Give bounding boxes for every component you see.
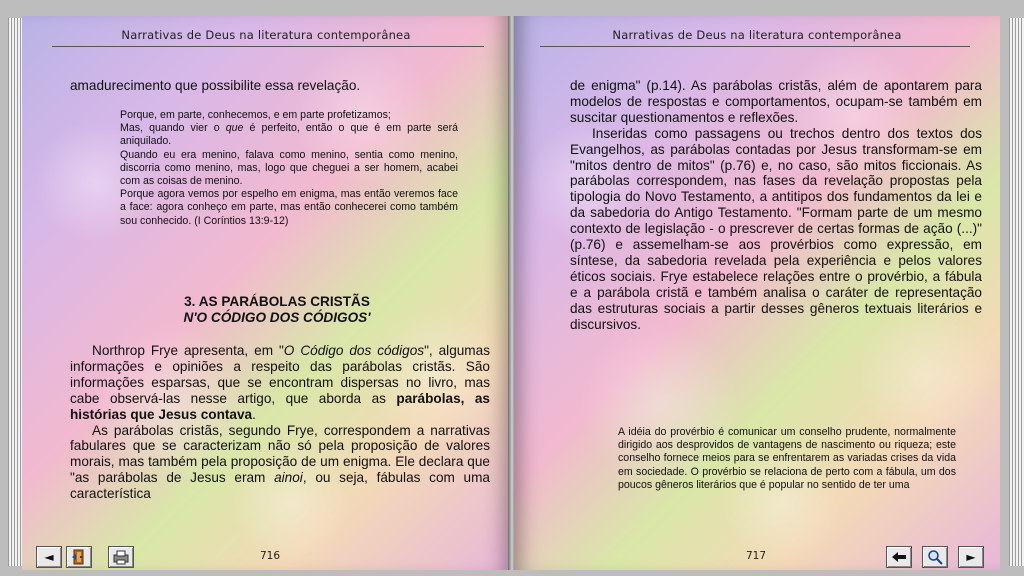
quote-line: Mas, quando vier o que é perfeito, então o que é em parte será aniquilado. [120, 122, 458, 148]
bible-quote [120, 109, 458, 228]
section-heading: 3. AS PARÁBOLAS CRISTÃS N'O CÓDIGO DOS CÓDIGOS' [183, 294, 371, 325]
paragraph: Northrop Frye apresenta, em "O Código dos códigos", algumas informações e opiniões a respeito das parábolas cristãs. São informações esparsas, que se encontram dispersas no livro, mas cabe observá-las nesse artigo, que aborda as parábolas, as histórias que Jesus contava. [70, 343, 490, 422]
left-page-stack [8, 18, 23, 566]
paragraph: As parábolas cristãs, segundo Frye, correspondem a narrativas fabulares que se caracterizam não só pela proposição de valores morais, mas também pela proposição de um enigma. Ele declara que "as parábolas de Jesus eram ainoi, ou seja, fábulas com uma característica [70, 422, 490, 502]
left-page[interactable] [22, 16, 510, 570]
body-text-right [570, 78, 982, 333]
right-page[interactable] [514, 16, 1000, 570]
triangle-left-icon: ◄ [44, 550, 54, 564]
printer-icon [112, 549, 130, 565]
exit-button[interactable] [66, 546, 92, 568]
quote-line: Porque, em parte, conhecemos, e em parte profetizamos; [120, 109, 391, 121]
quote-line: Quando eu era menino, falava como menino, sentia como menino, discorria como menino, mas, logo que cheguei a ser homem, acabei com as coisas de menino. [120, 148, 458, 188]
right-page-stack [1009, 18, 1024, 566]
page-number: 716 [260, 550, 281, 562]
next-page-button[interactable] [958, 546, 984, 568]
zoom-button[interactable] [922, 546, 948, 568]
page-number: 717 [746, 550, 767, 562]
print-button[interactable] [108, 546, 134, 568]
triangle-right-icon: ► [966, 550, 976, 564]
page-header: Narrativas de Deus na literatura contemporânea [612, 28, 902, 42]
page-header: Narrativas de Deus na literatura contemporânea [121, 28, 411, 42]
paragraph: de enigma" (p.14). As parábolas cristãs, além de apontarem para modelos de respostas e comportamentos, ocupam-se também em suscitar questionamentos e reflexões. [570, 78, 982, 125]
paragraph: Inseridas como passagens ou trechos dentro dos textos dos Evangelhos, as parábolas contadas por Jesus transformam-se em "mitos dentro de mitos" (p.76) e, no caso, são mitos ficcionais. As parábolas correspondem, nas fases da revelação propostas pela tipologia do Novo Testamento, a antitipos dos fundamentos da lei e da sabedoria do Antigo Testamento. "Formam parte de um mesmo contexto de legislação - o prescrever de certas formas de ação (...)" (p.76) e assemelham-se aos provérbios como expressão, em síntese, da sabedoria revelada pela experiência e pelos valores éticos sociais. Frye estabelece relações entre o provérbio, a fábula e a parábola cristã e também analisa o caráter de representação das estruturas sociais a partir desses gêneros textuais literários e discursivos. [570, 125, 982, 332]
prev-page-button[interactable] [36, 546, 62, 568]
magnifier-icon [927, 549, 943, 565]
header-divider [52, 46, 484, 47]
back-button[interactable] [886, 546, 912, 568]
flipbook [22, 4, 1014, 570]
exit-door-icon [71, 549, 87, 565]
quote-line: Porque agora vemos por espelho em enigma, mas então veremos face a face: agora conheço em parte, mas então conhecerei como também sou conhecido. (I Coríntios 13:9-12) [120, 188, 458, 227]
proverb-quote: A idéia do provérbio é comunicar um conselho prudente, normalmente dirigido aos desprovidos de vantagens de nascimento ou riqueza; este conselho fornece meios para se enfrentarem as variadas crises da vida em sociedade. O provérbio se relaciona de perto com a fábula, um dos poucos gêneros literários que é popular no sentido de ter uma [618, 426, 956, 491]
body-text-left [70, 343, 490, 502]
header-divider [540, 46, 970, 47]
continuation-line: amadurecimento que possibilite essa revelação. [70, 78, 361, 93]
arrow-left-icon [891, 551, 907, 563]
